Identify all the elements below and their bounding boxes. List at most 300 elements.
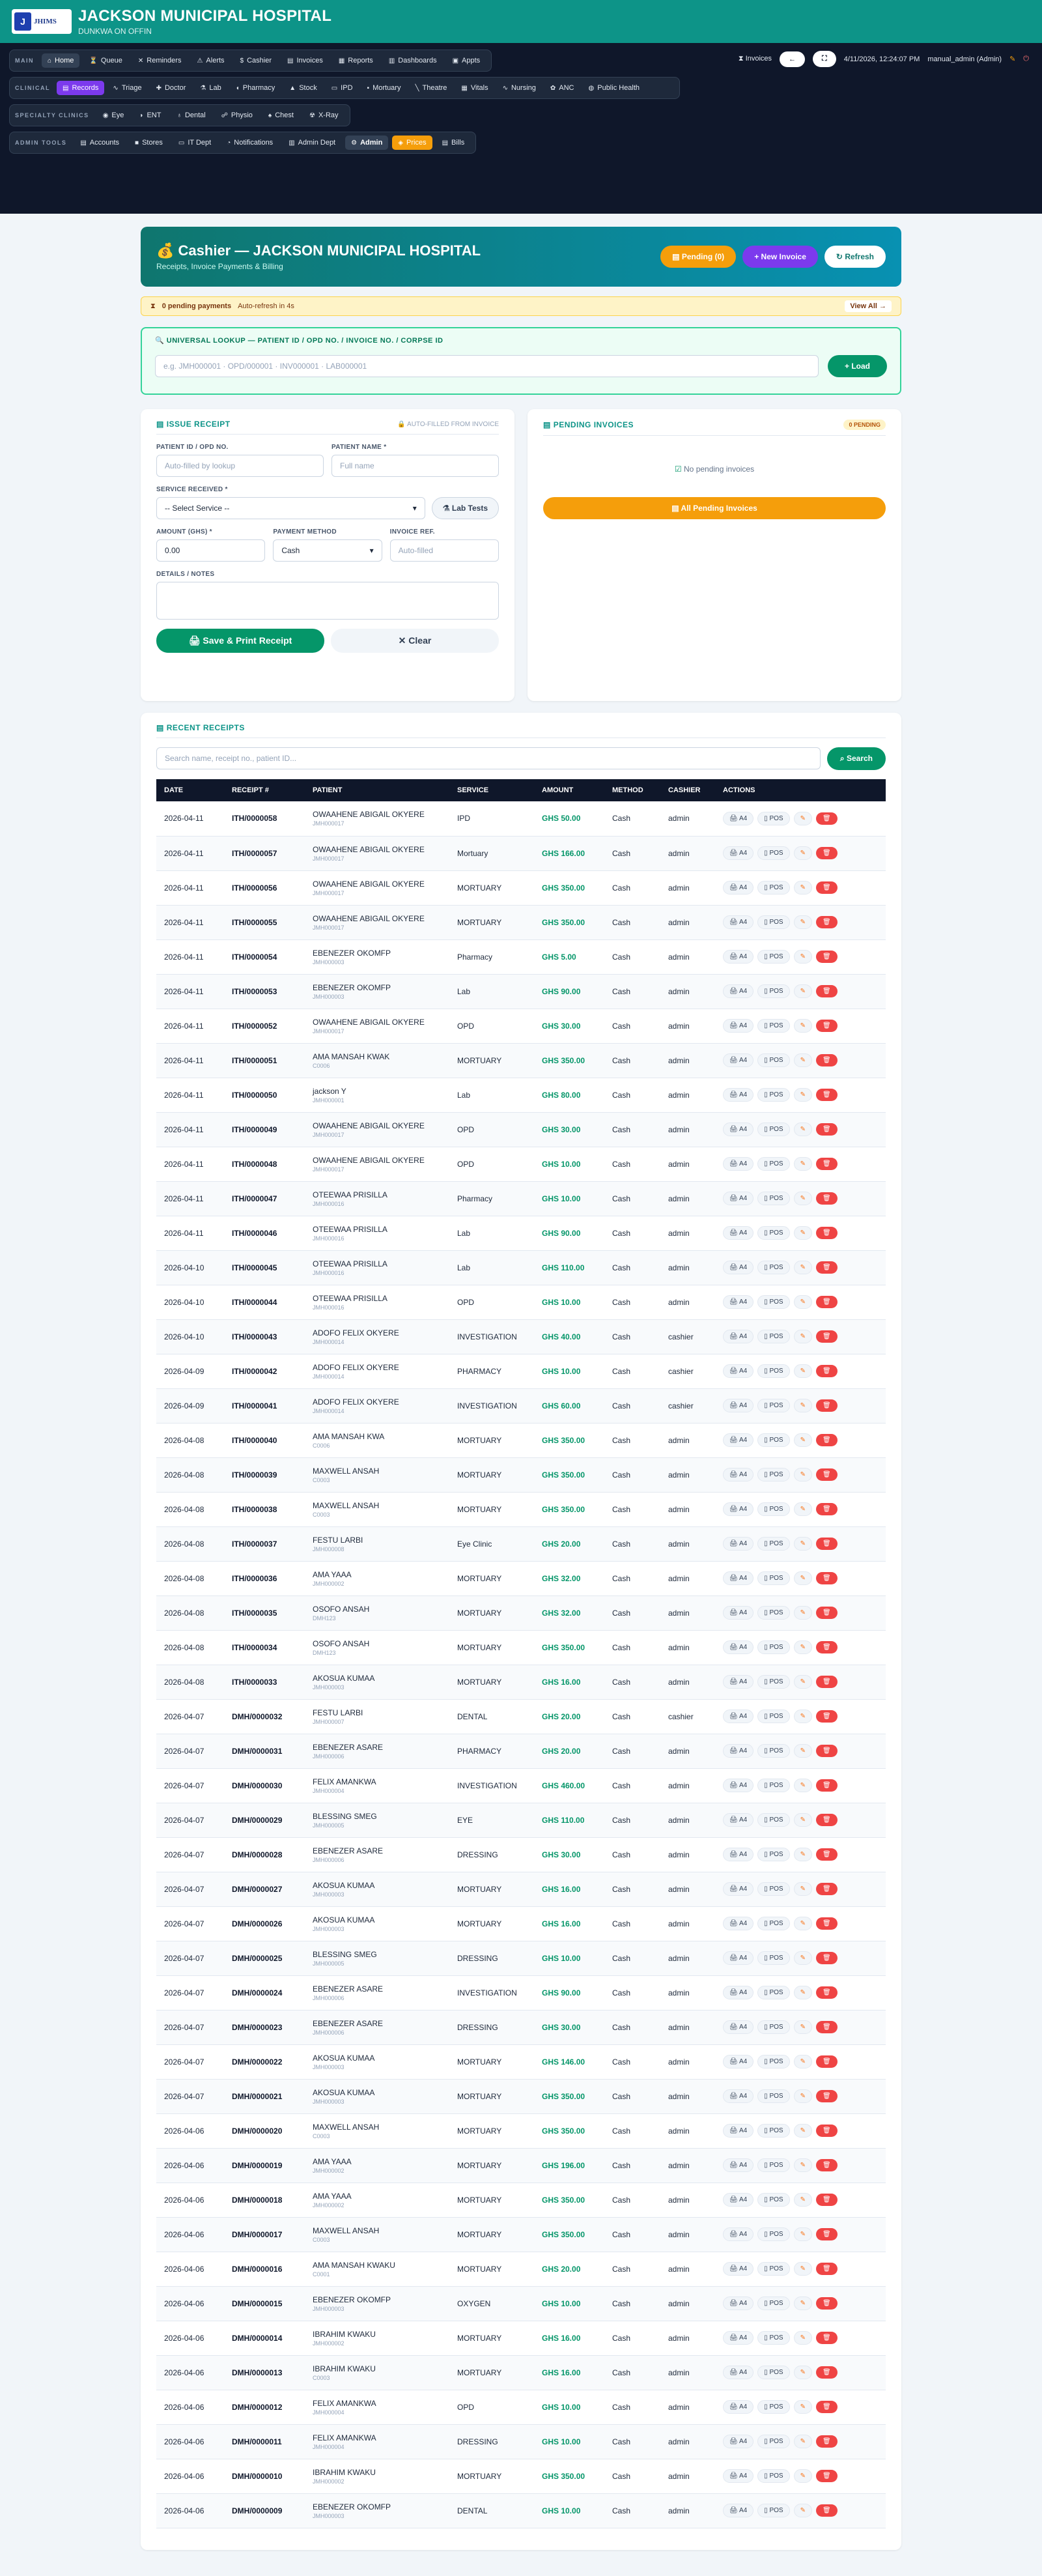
print-a4-button[interactable]: 🖨 A4 [723, 1848, 753, 1861]
print-a4-button[interactable]: 🖨 A4 [723, 1640, 753, 1654]
print-a4-button[interactable]: 🖨 A4 [723, 1330, 753, 1343]
edit-button[interactable] [794, 812, 812, 825]
delete-button[interactable] [816, 1054, 838, 1066]
edit-button[interactable] [794, 1192, 812, 1205]
print-a4-button[interactable]: 🖨 A4 [723, 1537, 753, 1551]
print-pos-button[interactable]: ▯ POS [757, 2331, 789, 2345]
receipt-icon: ▯ [764, 1954, 768, 1962]
edit-button[interactable] [794, 1468, 812, 1481]
trash-icon: 🗑 [822, 1160, 831, 1167]
print-pos-button[interactable]: ▯ POS [757, 1053, 789, 1067]
print-pos-button[interactable]: ▯ POS [757, 2262, 789, 2276]
delete-button[interactable] [816, 1365, 838, 1377]
lab-tests-button[interactable]: ⚗ Lab Tests [432, 497, 499, 519]
edit-button[interactable] [794, 2089, 812, 2103]
delete-button[interactable] [816, 2125, 838, 2137]
refresh-button[interactable]: ↻ Refresh [824, 246, 886, 268]
print-pos-button[interactable]: ▯ POS [757, 1295, 789, 1309]
edit-button[interactable] [794, 1917, 812, 1930]
lookup-input[interactable]: e.g. JMH000001 · OPD/000001 · INV000001 · LAB000001 [155, 355, 819, 377]
print-pos-button[interactable]: ▯ POS [757, 2297, 789, 2310]
print-a4-button[interactable]: 🖨 A4 [723, 1157, 753, 1171]
edit-button[interactable] [794, 1640, 812, 1654]
print-pos-button[interactable]: ▯ POS [757, 1848, 789, 1861]
print-a4-button[interactable]: 🖨 A4 [723, 1571, 753, 1585]
nav-public-health[interactable]: ◍ Public Health [588, 84, 640, 92]
edit-button[interactable] [794, 2331, 812, 2345]
autofill-note: 🔒 AUTO-FILLED FROM INVOICE [397, 420, 499, 428]
load-button[interactable]: + Load [828, 355, 887, 377]
lab-icon: ⚗ [200, 84, 206, 92]
view-all-link[interactable]: View All → [845, 300, 892, 312]
nav-reminders[interactable]: ✕ Reminders [137, 57, 182, 64]
edit-button[interactable] [794, 984, 812, 998]
delete-button[interactable] [816, 1986, 838, 1999]
nav-triage[interactable]: ∿ Triage [113, 84, 142, 92]
print-a4-button[interactable]: 🖨 A4 [723, 1813, 753, 1827]
cell-cashier: admin [660, 905, 715, 939]
print-a4-button[interactable]: 🖨 A4 [723, 2262, 753, 2276]
delete-button[interactable] [816, 1468, 838, 1481]
print-a4-button[interactable]: 🖨 A4 [723, 1019, 753, 1033]
edit-button[interactable] [794, 915, 812, 929]
print-pos-button[interactable]: ▯ POS [757, 812, 789, 825]
edit-button[interactable] [794, 1537, 812, 1551]
delete-button[interactable] [816, 1434, 838, 1446]
print-pos-button[interactable]: ▯ POS [757, 2158, 789, 2172]
nav-dental[interactable]: ♁ Dental [176, 111, 206, 119]
print-pos-button[interactable]: ▯ POS [757, 1606, 789, 1620]
search-button[interactable]: ⌕ Search [827, 747, 886, 770]
delete-button[interactable] [816, 2470, 838, 2482]
delete-button[interactable] [816, 2366, 838, 2379]
print-a4-button[interactable]: 🖨 A4 [723, 1226, 753, 1240]
fullscreen-button[interactable]: ⛶ [813, 51, 836, 67]
edit-button[interactable] [794, 1710, 812, 1723]
delete-button[interactable] [816, 1848, 838, 1861]
nav-doctor[interactable]: ✚ Doctor [156, 84, 186, 92]
print-pos-button[interactable]: ▯ POS [757, 1502, 789, 1516]
print-a4-button[interactable]: 🖨 A4 [723, 1502, 753, 1516]
printer-icon: 🖨 [729, 2300, 738, 2307]
print-a4-button[interactable]: 🖨 A4 [723, 2297, 753, 2310]
delete-button[interactable] [816, 1917, 838, 1930]
nav-xray[interactable]: ☢ X-Ray [309, 111, 339, 119]
delete-button[interactable] [816, 1607, 838, 1619]
patient-id: JMH000006 [313, 2029, 345, 2036]
print-a4-button[interactable]: 🖨 A4 [723, 2504, 753, 2517]
print-a4-button[interactable]: 🖨 A4 [723, 2020, 753, 2034]
cell-actions [715, 1319, 886, 1354]
delete-button[interactable] [816, 951, 838, 963]
nav-prices[interactable]: ◈ Prices [392, 136, 432, 150]
edit-button[interactable] [794, 2227, 812, 2241]
table-row [156, 1112, 886, 1147]
printer-icon: 🖨 [729, 1920, 738, 1927]
print-pos-button[interactable]: ▯ POS [757, 1123, 789, 1136]
delete-button[interactable] [816, 812, 838, 825]
print-pos-button[interactable]: ▯ POS [757, 1640, 789, 1654]
print-a4-button[interactable]: 🖨 A4 [723, 984, 753, 998]
print-pos-button[interactable]: ▯ POS [757, 846, 789, 860]
edit-button[interactable] [794, 2124, 812, 2138]
cell-service: DRESSING [449, 2010, 534, 2044]
edit-button[interactable] [794, 1261, 812, 1274]
print-a4-button[interactable]: 🖨 A4 [723, 1433, 753, 1447]
delete-button[interactable] [816, 1503, 838, 1515]
nav-ipd[interactable]: ▭ IPD [331, 84, 353, 92]
delete-button[interactable] [816, 1399, 838, 1412]
delete-button[interactable] [816, 1952, 838, 1964]
print-a4-button[interactable]: 🖨 A4 [723, 2124, 753, 2138]
edit-button[interactable] [794, 881, 812, 894]
edit-button[interactable] [794, 2400, 812, 2414]
delete-button[interactable] [816, 2504, 838, 2517]
print-pos-button[interactable]: ▯ POS [757, 1779, 789, 1792]
print-a4-button[interactable]: 🖨 A4 [723, 950, 753, 964]
delete-button[interactable] [816, 1814, 838, 1826]
edit-button[interactable] [794, 1330, 812, 1343]
print-pos-button[interactable]: ▯ POS [757, 1813, 789, 1827]
delete-button[interactable] [816, 1089, 838, 1101]
delete-button[interactable] [816, 2228, 838, 2240]
print-a4-button[interactable]: 🖨 A4 [723, 2469, 753, 2483]
cell-actions [715, 1699, 886, 1734]
notes-textarea[interactable] [156, 582, 499, 620]
nav-records[interactable]: ▤ Records [57, 81, 104, 95]
print-pos-button[interactable]: ▯ POS [757, 1986, 789, 1999]
print-pos-button[interactable]: ▯ POS [757, 2366, 789, 2379]
edit-button[interactable] [794, 1675, 812, 1689]
edit-button[interactable] [794, 1571, 812, 1585]
print-pos-button[interactable]: ▯ POS [757, 2504, 789, 2517]
service-select[interactable]: -- Select Service -- ▾ [156, 497, 425, 519]
delete-button[interactable] [816, 881, 838, 894]
delete-button[interactable] [816, 847, 838, 859]
print-a4-button[interactable]: 🖨 A4 [723, 1779, 753, 1792]
nav-stock[interactable]: ▲ Stock [289, 84, 317, 92]
cell-receipt-no: ITH/0000053 [224, 974, 305, 1009]
nav-eye[interactable]: ◉ Eye [102, 111, 124, 119]
print-a4-button[interactable]: 🖨 A4 [723, 881, 753, 894]
nav-cashier[interactable]: $ Cashier [240, 57, 272, 64]
print-pos-button[interactable]: ▯ POS [757, 1399, 789, 1412]
nav-admin[interactable]: ⚙ Admin [345, 136, 388, 150]
print-a4-button[interactable]: 🖨 A4 [723, 1053, 753, 1067]
cell-amount: GHS 10.00 [534, 1941, 604, 1975]
nav-admin-dept[interactable]: ▥ Admin Dept [289, 139, 336, 147]
delete-button[interactable] [816, 2194, 838, 2206]
edit-button[interactable] [794, 1123, 812, 1136]
edit-button[interactable] [794, 1779, 812, 1792]
print-pos-button[interactable]: ▯ POS [757, 2055, 789, 2068]
payment-method-select[interactable]: Cash ▾ [273, 539, 382, 562]
print-pos-button[interactable]: ▯ POS [757, 1364, 789, 1378]
patient-id: DMH123 [313, 1649, 336, 1656]
print-a4-button[interactable]: 🖨 A4 [723, 2227, 753, 2241]
print-a4-button[interactable]: 🖨 A4 [723, 2158, 753, 2172]
print-a4-button[interactable]: 🖨 A4 [723, 1261, 753, 1274]
edit-button[interactable] [794, 2469, 812, 2483]
nav-clinical-row [9, 77, 680, 99]
table-row [156, 1250, 886, 1285]
edit-button[interactable] [794, 1088, 812, 1102]
print-pos-button[interactable]: ▯ POS [757, 984, 789, 998]
delete-button[interactable] [816, 2332, 838, 2344]
nav-physio[interactable]: ☍ Physio [221, 111, 253, 119]
edit-button[interactable] [794, 2435, 812, 2448]
amount-input[interactable]: 0.00 [156, 539, 265, 562]
back-button[interactable]: ← [780, 51, 805, 67]
delete-button[interactable] [816, 1330, 838, 1343]
delete-button[interactable] [816, 1710, 838, 1723]
trash-icon: 🗑 [822, 1954, 831, 1962]
patient-id: JMH000003 [313, 1683, 345, 1691]
cell-receipt-no: DMH/0000024 [224, 1975, 305, 2010]
edit-button[interactable] [794, 2366, 812, 2379]
nav-theatre[interactable]: ╲ Theatre [415, 84, 447, 92]
clear-button[interactable]: ✕ Clear [331, 629, 499, 653]
patient-name-input[interactable]: Full name [331, 455, 499, 477]
edit-button[interactable] [794, 950, 812, 964]
print-pos-button[interactable]: ▯ POS [757, 1088, 789, 1102]
print-a4-button[interactable]: 🖨 A4 [723, 2055, 753, 2068]
logout-icon[interactable]: ⏻ [1023, 55, 1029, 63]
print-pos-button[interactable]: ▯ POS [757, 1710, 789, 1723]
print-pos-button[interactable]: ▯ POS [757, 1951, 789, 1965]
print-pos-button[interactable]: ▯ POS [757, 915, 789, 929]
edit-button[interactable] [794, 1951, 812, 1965]
edit-button[interactable] [794, 1744, 812, 1758]
edit-button[interactable] [794, 2504, 812, 2517]
print-a4-button[interactable]: 🖨 A4 [723, 1468, 753, 1481]
edit-button[interactable] [794, 1882, 812, 1896]
nav-chest[interactable]: ♠ Chest [268, 111, 294, 119]
delete-button[interactable] [816, 1745, 838, 1757]
delete-button[interactable] [816, 2263, 838, 2275]
print-pos-button[interactable]: ▯ POS [757, 1675, 789, 1689]
print-a4-button[interactable]: 🖨 A4 [723, 1123, 753, 1136]
receipt-icon: ▯ [764, 2162, 768, 2169]
new-invoice-button[interactable]: + New Invoice [742, 246, 818, 268]
edit-button[interactable] [794, 1053, 812, 1067]
nav-mortuary[interactable]: ▪ Mortuary [367, 84, 401, 92]
save-print-button[interactable]: 🖨 Save & Print Receipt [156, 629, 324, 653]
delete-button[interactable] [816, 2297, 838, 2310]
edit-button[interactable] [794, 2262, 812, 2276]
print-a4-button[interactable]: 🖨 A4 [723, 2089, 753, 2103]
pin-icon[interactable]: ✎ [1009, 55, 1016, 63]
patient-id: JMH000014 [313, 1338, 345, 1345]
print-pos-button[interactable]: ▯ POS [757, 1468, 789, 1481]
print-pos-button[interactable]: ▯ POS [757, 1157, 789, 1171]
delete-button[interactable] [816, 2055, 838, 2068]
nav-appts[interactable]: ▣ Appts [452, 57, 481, 64]
print-a4-button[interactable]: 🖨 A4 [723, 1399, 753, 1412]
patient-name: IBRAHIM KWAKU [313, 2329, 376, 2339]
invoice-ref-input[interactable]: Auto-filled [390, 539, 499, 562]
edit-button[interactable] [794, 1226, 812, 1240]
delete-button[interactable] [816, 2401, 838, 2413]
nav-bills[interactable]: ▤ Bills [442, 139, 465, 147]
pending-button[interactable]: ▤ Pending (0) [660, 246, 736, 268]
print-a4-button[interactable]: 🖨 A4 [723, 1088, 753, 1102]
delete-button[interactable] [816, 1123, 838, 1136]
print-pos-button[interactable]: ▯ POS [757, 1226, 789, 1240]
edit-button[interactable] [794, 1433, 812, 1447]
nav-ent[interactable]: ◗ ENT [139, 111, 162, 119]
delete-button[interactable] [816, 1641, 838, 1653]
lungs-icon: ♠ [268, 111, 272, 119]
nav-notifications[interactable]: ◔ Notifications [227, 139, 274, 147]
edit-button[interactable] [794, 2297, 812, 2310]
print-a4-button[interactable]: 🖨 A4 [723, 2193, 753, 2207]
print-pos-button[interactable]: ▯ POS [757, 2435, 789, 2448]
receipt-search-input[interactable]: Search name, receipt no., patient ID... [156, 747, 821, 769]
edit-button[interactable] [794, 1813, 812, 1827]
print-a4-button[interactable]: 🖨 A4 [723, 915, 753, 929]
print-pos-button[interactable]: ▯ POS [757, 1261, 789, 1274]
print-a4-button[interactable]: 🖨 A4 [723, 2366, 753, 2379]
table-row [156, 1526, 886, 1561]
print-pos-button[interactable]: ▯ POS [757, 1537, 789, 1551]
print-pos-button[interactable]: ▯ POS [757, 1882, 789, 1896]
print-pos-button[interactable]: ▯ POS [757, 2020, 789, 2034]
patient-name: EBENEZER OKOMFP [313, 2502, 391, 2512]
print-pos-button[interactable]: ▯ POS [757, 2193, 789, 2207]
print-pos-button[interactable]: ▯ POS [757, 1744, 789, 1758]
nav-lab[interactable]: ⚗ Lab [200, 84, 221, 92]
delete-button[interactable] [816, 985, 838, 997]
nav-vitals[interactable]: ▦ Vitals [461, 84, 488, 92]
delete-button[interactable] [816, 1227, 838, 1239]
table-row [156, 801, 886, 836]
trash-icon: 🗑 [822, 2058, 831, 2065]
delete-button[interactable] [816, 1538, 838, 1550]
delete-button[interactable] [816, 1020, 838, 1032]
edit-button[interactable] [794, 1848, 812, 1861]
delete-button[interactable] [816, 1296, 838, 1308]
print-pos-button[interactable]: ▯ POS [757, 1917, 789, 1930]
patient-name: FELIX AMANKWA [313, 1777, 376, 1786]
print-a4-button[interactable]: 🖨 A4 [723, 1606, 753, 1620]
nav-queue[interactable]: ⏳ Queue [89, 57, 122, 64]
edit-button[interactable] [794, 2020, 812, 2034]
all-pending-button[interactable]: ▤ All Pending Invoices [543, 497, 886, 519]
edit-button[interactable] [794, 2158, 812, 2172]
print-a4-button[interactable]: 🖨 A4 [723, 1917, 753, 1930]
print-a4-button[interactable]: 🖨 A4 [723, 2435, 753, 2448]
nav-dashboards[interactable]: ▥ Dashboards [388, 57, 437, 64]
print-pos-button[interactable]: ▯ POS [757, 1192, 789, 1205]
print-pos-button[interactable]: ▯ POS [757, 1019, 789, 1033]
nav-pharmacy[interactable]: ◖ Pharmacy [235, 84, 275, 92]
print-a4-button[interactable]: 🖨 A4 [723, 2400, 753, 2414]
print-pos-button[interactable]: ▯ POS [757, 2089, 789, 2103]
edit-button[interactable] [794, 1606, 812, 1620]
edit-button[interactable] [794, 1157, 812, 1171]
print-a4-button[interactable]: 🖨 A4 [723, 1675, 753, 1689]
edit-button[interactable] [794, 1364, 812, 1378]
edit-button[interactable] [794, 2193, 812, 2207]
cell-receipt-no: DMH/0000010 [224, 2459, 305, 2493]
print-pos-button[interactable]: ▯ POS [757, 950, 789, 964]
print-pos-button[interactable]: ▯ POS [757, 2227, 789, 2241]
delete-button[interactable] [816, 2159, 838, 2171]
print-a4-button[interactable]: 🖨 A4 [723, 812, 753, 825]
nav-it-dept[interactable]: ▭ IT Dept [178, 139, 212, 147]
cell-cashier: admin [660, 2493, 715, 2528]
cell-receipt-no: DMH/0000013 [224, 2355, 305, 2390]
print-a4-button[interactable]: 🖨 A4 [723, 1744, 753, 1758]
print-pos-button[interactable]: ▯ POS [757, 881, 789, 894]
invoices-shortcut[interactable]: ⧗ Invoices [738, 55, 772, 63]
delete-button[interactable] [816, 1158, 838, 1170]
delete-button[interactable] [816, 1192, 838, 1205]
print-pos-button[interactable]: ▯ POS [757, 2469, 789, 2483]
nav-reports[interactable]: ▦ Reports [338, 57, 373, 64]
delete-button[interactable] [816, 1261, 838, 1274]
delete-button[interactable] [816, 2435, 838, 2448]
nav-stores[interactable]: ■ Stores [135, 139, 163, 147]
delete-button[interactable] [816, 1779, 838, 1792]
cell-method: Cash [604, 870, 660, 905]
nav-alerts[interactable]: ⚠ Alerts [197, 57, 225, 64]
trash-icon: 🗑 [822, 1195, 831, 1202]
print-a4-button[interactable]: 🖨 A4 [723, 1295, 753, 1309]
print-a4-button[interactable]: 🖨 A4 [723, 1710, 753, 1723]
nav-accounts[interactable]: ▤ Accounts [80, 139, 120, 147]
delete-button[interactable] [816, 1572, 838, 1584]
nav-anc[interactable]: ✿ ANC [550, 84, 574, 92]
printer-icon: 🖨 [729, 1747, 738, 1754]
print-pos-button[interactable]: ▯ POS [757, 2124, 789, 2138]
edit-button[interactable] [794, 1399, 812, 1412]
print-a4-button[interactable]: 🖨 A4 [723, 1882, 753, 1896]
search-icon: 🔍 [155, 337, 165, 345]
nav-nursing[interactable]: ∿ Nursing [502, 84, 536, 92]
cell-method: Cash [604, 1492, 660, 1526]
print-pos-button[interactable]: ▯ POS [757, 2400, 789, 2414]
print-pos-button[interactable]: ▯ POS [757, 1330, 789, 1343]
nav-invoices[interactable]: ▤ Invoices [287, 57, 323, 64]
cell-service: MORTUARY [449, 1492, 534, 1526]
print-a4-button[interactable]: 🖨 A4 [723, 846, 753, 860]
edit-button[interactable] [794, 1295, 812, 1309]
print-a4-button[interactable]: 🖨 A4 [723, 1192, 753, 1205]
edit-button[interactable] [794, 2055, 812, 2068]
delete-button[interactable] [816, 916, 838, 928]
print-pos-button[interactable]: ▯ POS [757, 1571, 789, 1585]
patient-id-input[interactable]: Auto-filled by lookup [156, 455, 324, 477]
print-a4-button[interactable]: 🖨 A4 [723, 2331, 753, 2345]
delete-button[interactable] [816, 2090, 838, 2102]
edit-button[interactable] [794, 1502, 812, 1516]
delete-button[interactable] [816, 1676, 838, 1688]
print-a4-button[interactable]: 🖨 A4 [723, 1364, 753, 1378]
print-pos-button[interactable]: ▯ POS [757, 1433, 789, 1447]
edit-button[interactable] [794, 846, 812, 860]
edit-button[interactable] [794, 1986, 812, 1999]
print-a4-button[interactable]: 🖨 A4 [723, 1951, 753, 1965]
print-a4-button[interactable]: 🖨 A4 [723, 1986, 753, 1999]
nav-home[interactable]: ⌂ Home [42, 53, 79, 68]
cell-date: 2026-04-11 [156, 1216, 224, 1250]
edit-button[interactable] [794, 1019, 812, 1033]
delete-button[interactable] [816, 2021, 838, 2033]
delete-button[interactable] [816, 1883, 838, 1895]
cell-amount: GHS 16.00 [534, 1906, 604, 1941]
